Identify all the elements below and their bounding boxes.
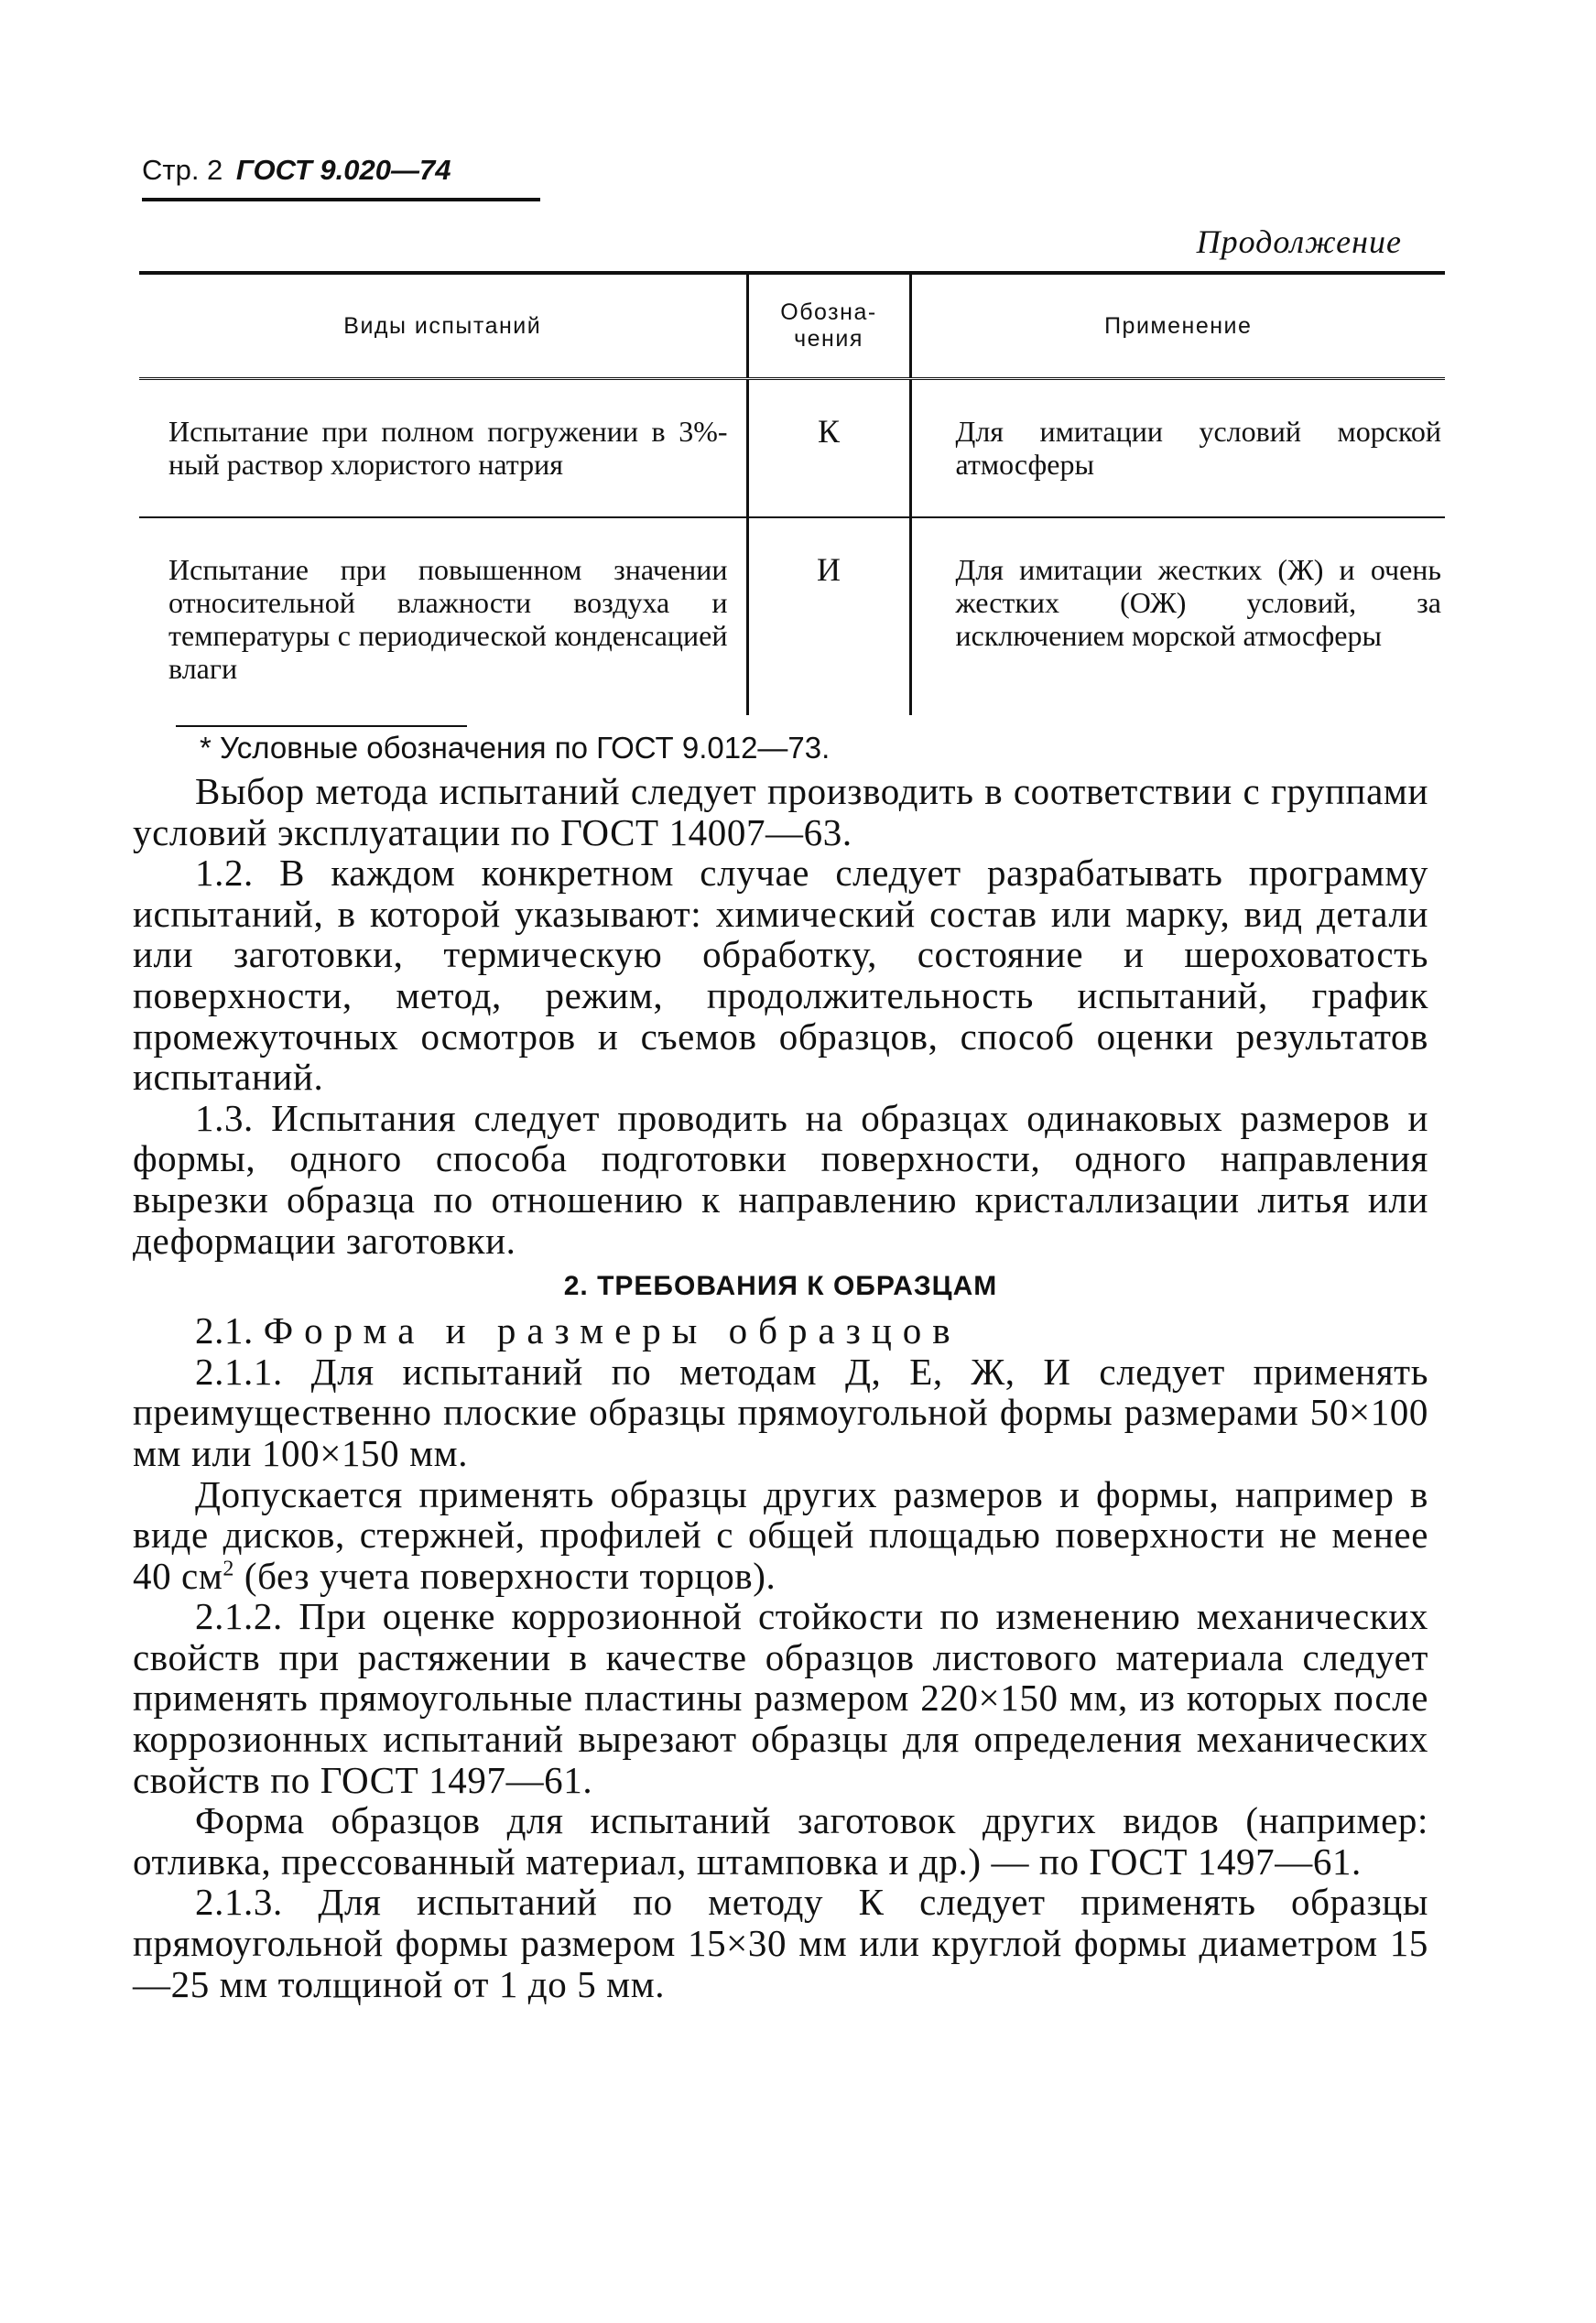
table-row [139, 379, 1445, 518]
table-row [139, 517, 1445, 715]
col-header-application: Применение [910, 273, 1445, 379]
paragraph-2-1-1: 2.1.1. Для испытаний по методам Д, Е, Ж, И следует применять преимущественно плоские образцы прямоугольной формы размерами 50×100 мм или 100×150 мм. [133, 1350, 1428, 1474]
paragraph-other-sizes [133, 1474, 1428, 1597]
footnote-rule [176, 725, 467, 727]
paragraph-text: Допускается применять образцы других размеров и формы, например в виде дисков, стержней, профилей с общей площадью поверхности не менее 40 см [133, 1472, 1428, 1597]
table-header-row [139, 273, 1445, 379]
paragraph-2-1-2: 2.1.2. При оценке коррозионной стойкости по изменению механических свойств при растяжении в качестве образцов листового материала следует применять прямоугольные пластины размером 220×150 мм, из которых после коррозионных испытаний вырезают образцы для определения механических свойств по ГОСТ 1497—61. [133, 1595, 1428, 1801]
paragraph-form-other: Форма образцов для испытаний заготовок других видов (например: отливка, прессованный материал, штамповка и др.) — по ГОСТ 1497—61. [133, 1799, 1428, 1883]
paragraph-text: (без учета поверхности торцов). [234, 1554, 776, 1597]
section-title: 2. ТРЕБОВАНИЯ К ОБРАЗЦАМ [563, 1271, 998, 1302]
page-label: Стр. 2 [142, 154, 223, 186]
subsection-title: Форма и размеры образцов [263, 1309, 961, 1352]
cell-code: К [747, 379, 910, 518]
cell-application: Для имитации условий морской атмосферы [910, 379, 1445, 518]
paragraph-2-1-3: 2.1.3. Для испытаний по методу К следует применять образцы прямоугольной формы размером 15×30 мм или круглой формы диаметром 15—25 мм толщиной от 1 до 5 мм. [133, 1881, 1428, 2005]
paragraph-1-2: 1.2. В каждом конкретном случае следует разрабатывать программу испытаний, в которой указывают: химический состав или марку, вид детали или заготовки, термическую обработку, состояние и шероховатость поверхности, метод, режим, продолжительность испытаний, график промежуточных осмотров и съемов образцов, способ оценки результатов испытаний. [133, 852, 1428, 1099]
cell-code: И [747, 517, 910, 715]
paragraph-1-3: 1.3. Испытания следует проводить на образцах одинаковых размеров и формы, одного способа подготовки поверхности, одного направления вырезки образца по отношению к направлению кристаллизации литья или деформации заготовки. [133, 1096, 1428, 1262]
col-header-code: Обозна- чения [747, 273, 910, 379]
cell-application: Для имитации жестких (Ж) и очень жестких (ОЖ) условий, за исключением морской атмосферы [910, 517, 1445, 715]
footnote: * Условные обозначения по ГОСТ 9.012—73. [200, 731, 831, 765]
body-text [133, 771, 1428, 2004]
col-header-test-type: Виды испытаний [139, 273, 747, 379]
page-header [142, 154, 451, 187]
subsection-number: 2.1. [195, 1309, 254, 1352]
paragraph-method-choice: Выбор метода испытаний следует производить в соответствии с группами условий эксплуатации по ГОСТ 14007—63. [133, 770, 1428, 853]
continued-label: Продолжение [1196, 223, 1402, 260]
subsection-2-1 [133, 1310, 1428, 1351]
test-types-table [139, 271, 1445, 715]
header-rule [142, 198, 540, 201]
cell-test-type: Испытание при полном погружении в 3%-ный раствор хлористого натрия [168, 415, 728, 481]
superscript: 2 [223, 1557, 235, 1581]
standard-number: ГОСТ 9.020—74 [235, 154, 451, 186]
cell-test-type: Испытание при повышенном значении относительной влажности воздуха и температуры с периодической конденсацией влаги [139, 517, 747, 715]
